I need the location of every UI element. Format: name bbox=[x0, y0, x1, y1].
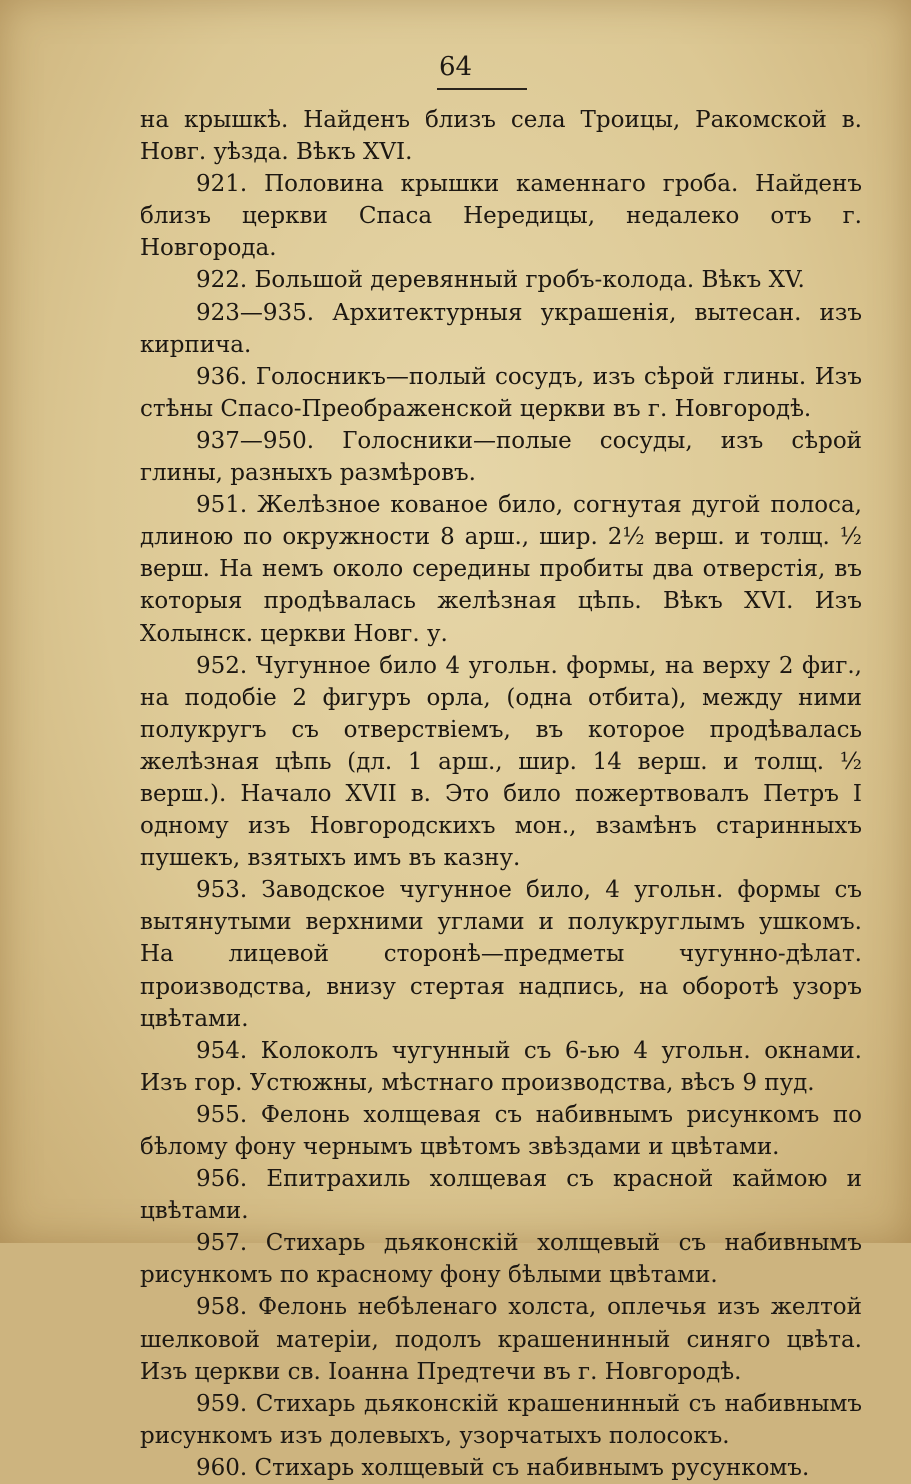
catalog-entry: 952. Чугунное било 4 угольн. формы, на верху 2 фиг., на подобіе 2 фигуръ орла, (одна отбита), между ними полукругъ съ отверствіемъ, въ которое продѣвалась желѣзная цѣпь (дл. 1 арш., шир. 14 верш. и толщ. ½ верш.). Начало XVII в. Это било пожертвовалъ Петръ I одному изъ Новгородскихъ мон., взамѣнъ старинныхъ пушекъ, взятыхъ имъ въ казну. bbox=[140, 652, 862, 872]
catalog-entry: 937—950. Голосники—полые сосуды, изъ сѣрой глины, разныхъ размѣровъ. bbox=[140, 427, 862, 487]
catalog-entry: 957. Стихарь дьяконскій холщевый съ набивнымъ рисункомъ по красному фону бѣлыми цвѣтами. bbox=[140, 1230, 862, 1289]
catalog-entry: 955. Фелонь холщевая съ набивнымъ рисункомъ по бѣлому фону чернымъ цвѣтомъ звѣздами и цвѣтами. bbox=[140, 1101, 862, 1160]
catalog-entry: 954. Колоколъ чугунный съ 6-ью 4 угольн. окнами. Изъ гор. Устюжны, мѣстнаго производства, вѣсъ 9 пуд. bbox=[140, 1037, 862, 1096]
page-number-rule bbox=[437, 88, 527, 90]
catalog-entry: 956. Епитрахиль холщевая съ красной каймою и цвѣтами. bbox=[140, 1166, 862, 1225]
catalog-entry: 958. Фелонь небѣленаго холста, оплечья изъ желтой шелковой матеріи, подолъ крашенинный синяго цвѣта. Изъ церкви св. Іоанна Предтечи въ г. Новгородѣ. bbox=[140, 1294, 862, 1385]
catalog-entry: 951. Желѣзное кованое било, согнутая дугой полоса, длиною по окружности 8 арш., шир. 2½ верш. и толщ. ½ верш. На немъ около середины пробиты два отверстія, въ которыя продѣвалась желѣзная цѣпь. Вѣкъ XVI. Изъ Холынск. церкви Новг. у. bbox=[140, 492, 862, 647]
catalog-entry: на крышкѣ. Найденъ близъ села Троицы, Ракомской в. Новг. уѣзда. Вѣкъ XVI. bbox=[140, 107, 862, 166]
catalog-entry: 936. Голосникъ—полый сосудъ, изъ сѣрой глины. Изъ стѣны Спасо-Преображенской церкви въ г. Новгородѣ. bbox=[140, 363, 862, 422]
catalog-entry: 921. Половина крышки каменнаго гроба. Найденъ близъ церкви Спаса Нередицы, недалеко отъ г. Новгорода. bbox=[140, 171, 862, 262]
catalog-entry: 959. Стихарь дьяконскій крашенинный съ набивнымъ рисункомъ изъ долевыхъ, узорчатыхъ полосокъ. bbox=[140, 1390, 862, 1449]
catalog-entry: 922. Большой деревянный гробъ-колода. Вѣкъ XV. bbox=[196, 267, 805, 294]
catalog-entry: 923—935. Архитектурныя украшенія, вытесан. изъ кирпича. bbox=[140, 299, 862, 358]
page-number: 64 bbox=[438, 52, 473, 82]
catalog-text bbox=[140, 104, 862, 1484]
catalog-entry: 960. Стихарь холщевый съ набивнымъ русункомъ. bbox=[196, 1454, 810, 1481]
catalog-entry: 953. Заводское чугунное било, 4 угольн. формы съ вытянутыми верхними углами и полукруглымъ ушкомъ. На лицевой сторонѣ—предметы чугунно-дѣлат. производства, внизу стертая надпись, на оборотѣ узоръ цвѣтами. bbox=[140, 877, 862, 1032]
